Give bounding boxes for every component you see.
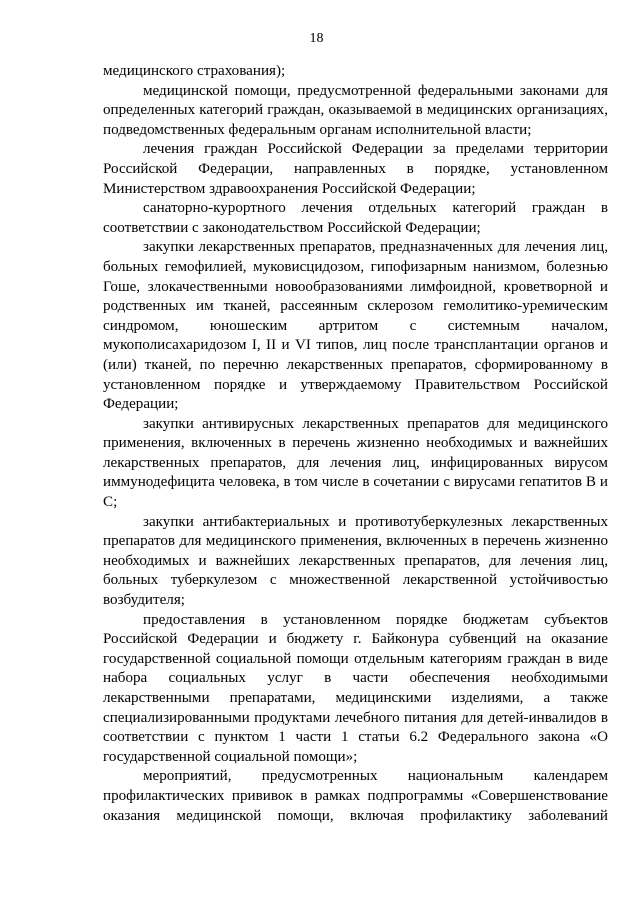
paragraph-subventions: предоставления в установленном порядке бюджетам субъектов Российской Федерации и бюджету г. Байконура субвенций на оказание государственной социальной помощи отдельным категориям граждан в виде набора социальных услуг в части обеспечения необходимыми лекарственными препаратами, медицинскими изделиями, а также специализированными продуктами лечебного питания для детей-инвалидов в соответствии с пунктом 1 части 1 статьи 6.2 Федерального закона «О государственной социальной помощи»; bbox=[103, 611, 608, 765]
paragraph-antibacterial-procurement: закупки антибактериальных и противотуберкулезных лекарственных препаратов для медицинского применения, включенных в перечень жизненно необходимых и важнейших лекарственных препаратов, для лечения лиц, больных туберкулезом с множественной лекарственной устойчивостью возбудителя; bbox=[103, 513, 608, 609]
paragraph-continuation: медицинского страхования); bbox=[103, 63, 286, 79]
paragraph-drug-procurement: закупки лекарственных препаратов, предназначенных для лечения лиц, больных гемофилией, муковисцидозом, гипофизарным нанизмом, болезнью Гоше, злокачественными новообразованиями лимфоидной, кроветворной и родственных им тканей, рассеянным склерозом гемолитико-уремическим синдромом, юношеским артритом с системным началом, мукополисахаридозом I, II и VI типов, лиц после трансплантации органов и (или) тканей, по перечню лекарственных препаратов, сформированному в установленном порядке и утверждаемому Правительством Российской Федерации; bbox=[103, 239, 608, 413]
paragraph-federal-laws: медицинской помощи, предусмотренной федеральными законами для определенных категорий граждан, оказываемой в медицинских организациях, подведомственных федеральным органам исполнительной власти; bbox=[103, 82, 608, 138]
document-body bbox=[103, 62, 608, 826]
page-number: 18 bbox=[309, 31, 324, 46]
paragraph-sanatorium: санаторно-курортного лечения отдельных категорий граждан в соответствии с законодательством Российской Федерации; bbox=[103, 200, 608, 236]
paragraph-treatment-abroad: лечения граждан Российской Федерации за пределами территории Российской Федерации, направленных в порядке, установленном Министерством здравоохранения Российской Федерации; bbox=[103, 141, 608, 197]
paragraph-antiviral-procurement: закупки антивирусных лекарственных препаратов для медицинского применения, включенных в перечень жизненно необходимых и важнейших лекарственных препаратов, для лечения лиц, инфицированных вирусом иммунодефицита человека, в том числе в сочетании с вирусами гепатитов В и С; bbox=[103, 415, 608, 511]
paragraph-vaccination: мероприятий, предусмотренных национальным календарем профилактических прививок в рамках подпрограммы «Совершенствование оказания медицинской помощи, включая профилактику заболеваний bbox=[103, 768, 608, 824]
